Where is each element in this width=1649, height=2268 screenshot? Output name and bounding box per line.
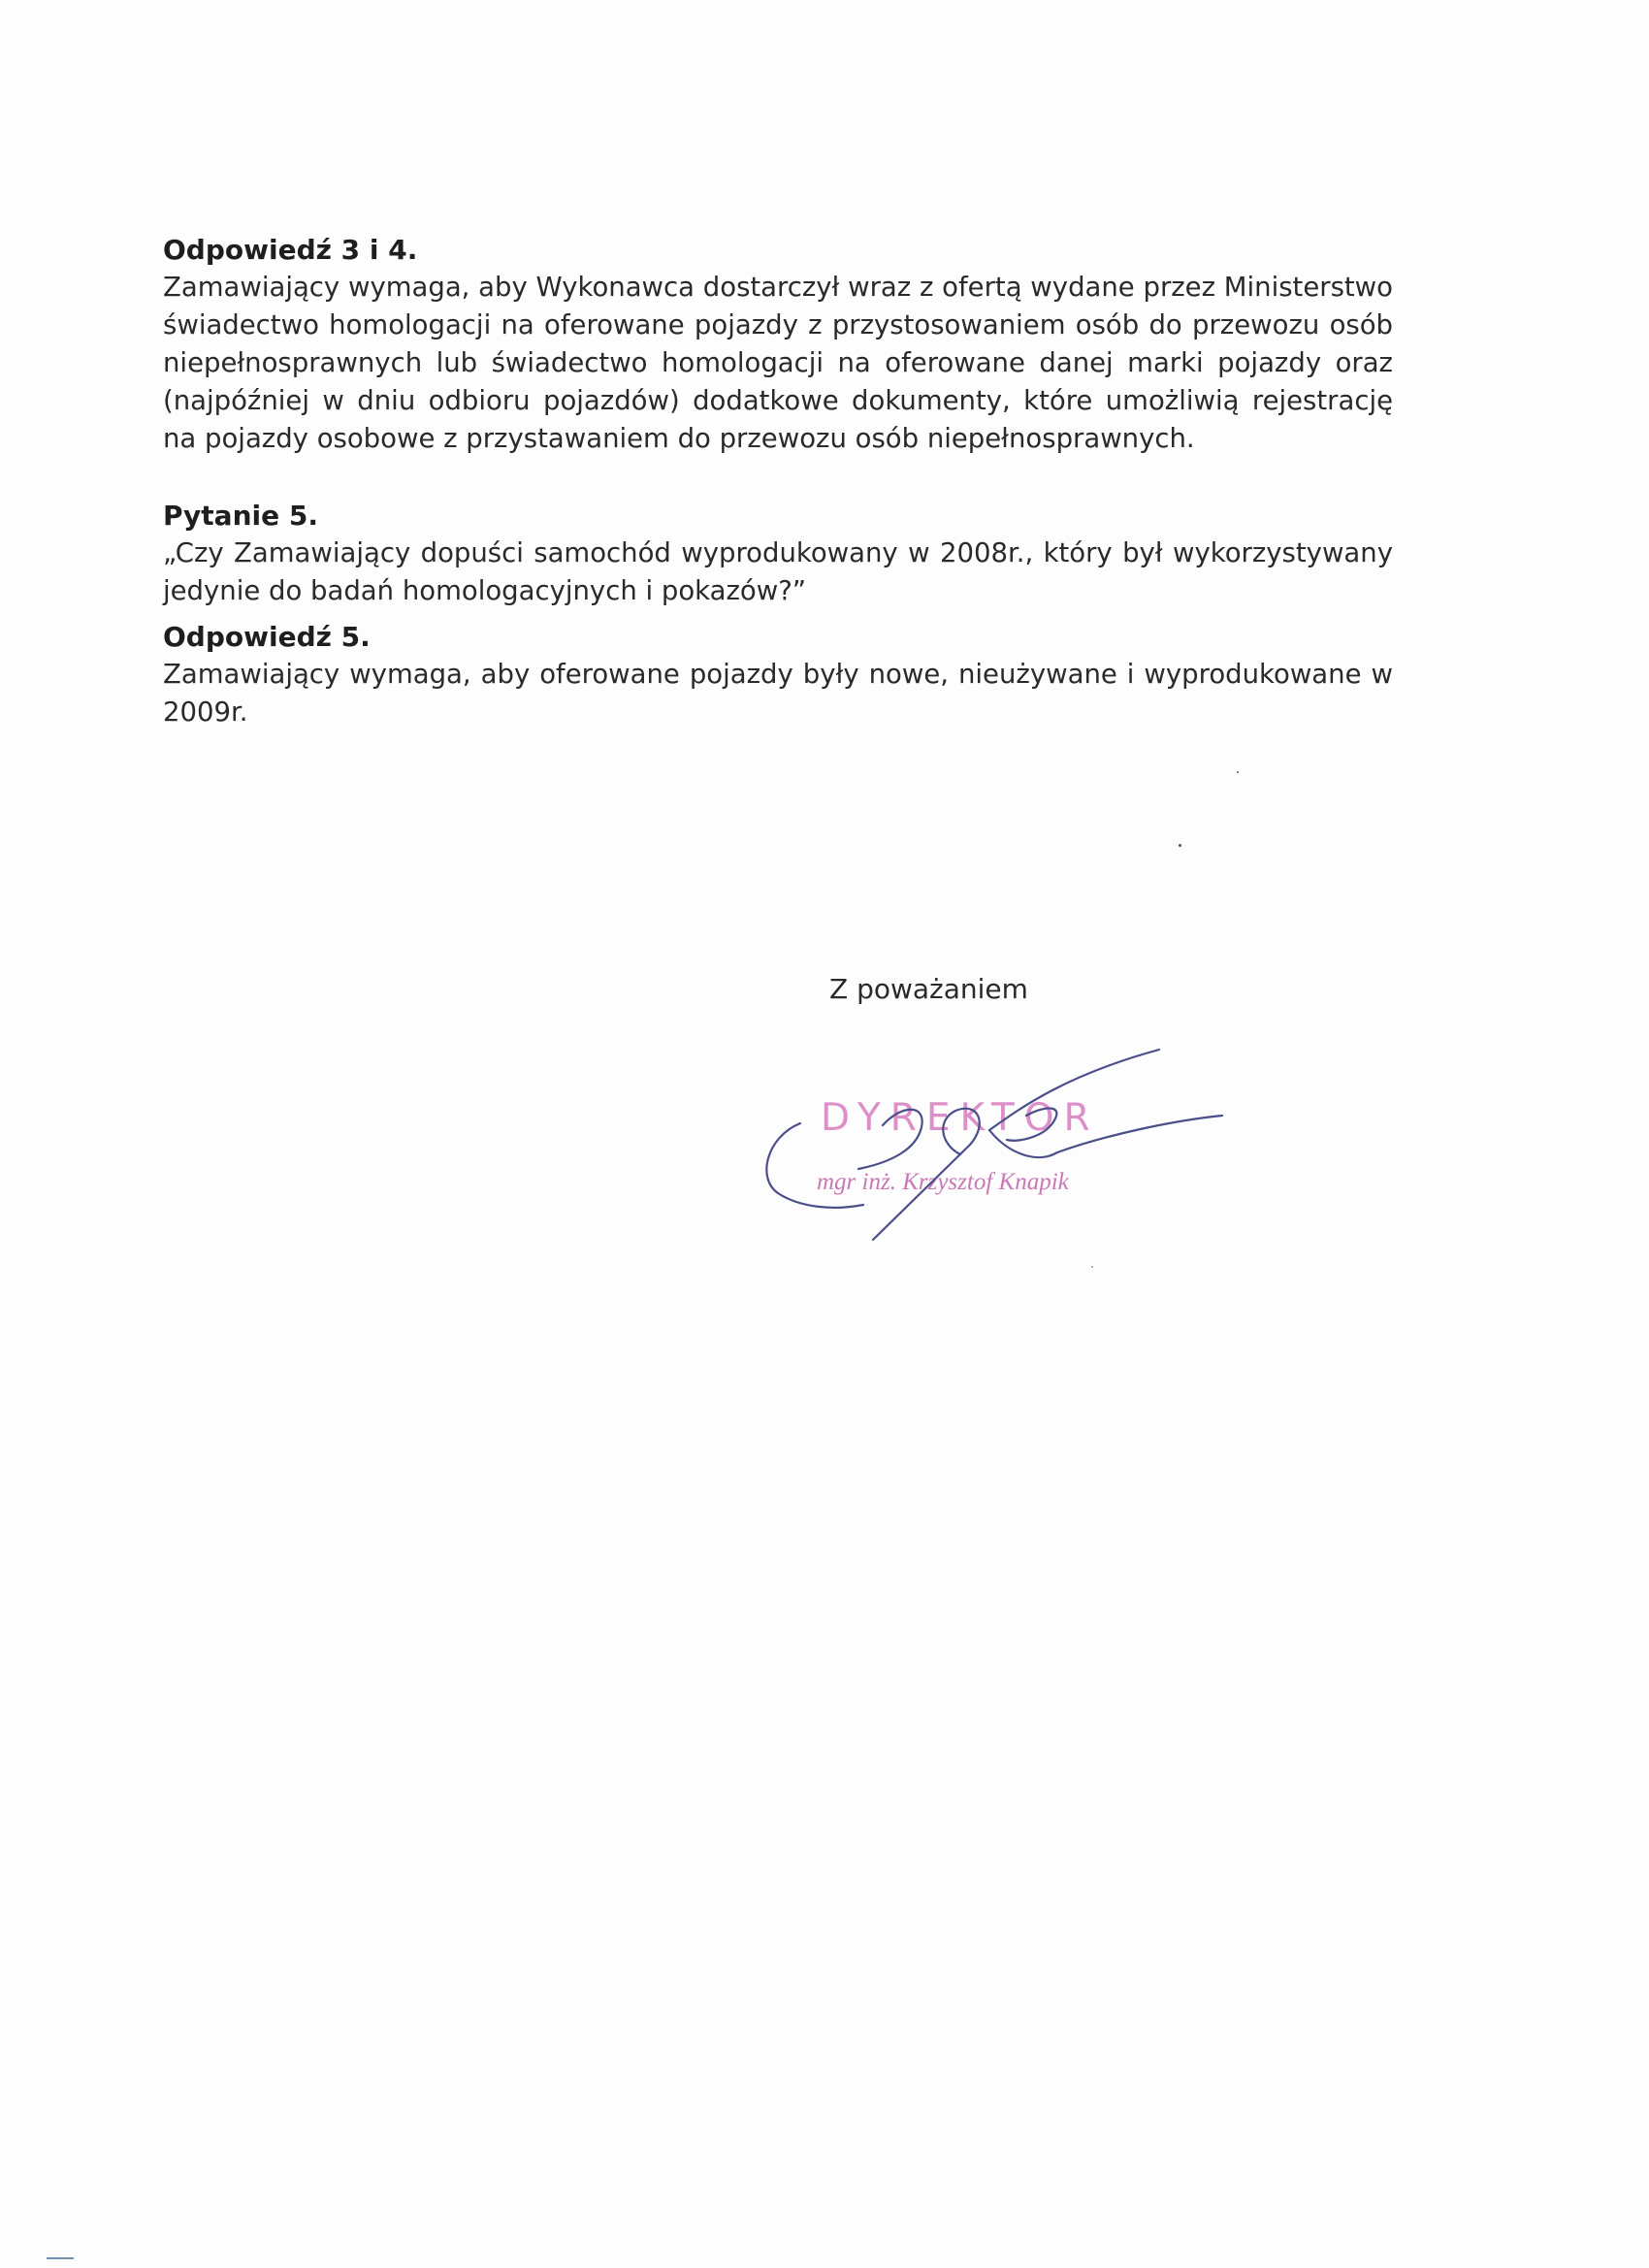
handwritten-signature [757,1048,1261,1261]
stamp-name: mgr inż. Krzysztof Knapik [817,1169,1069,1195]
question-5-section [163,497,1393,610]
question-5-text: „Czy Zamawiający dopuści samochód wyprodukowany w 2008r., który był wykorzystywany jedynie do badań homologacyjnych i pokazów?” [163,537,1393,606]
answer-3-4-heading: Odpowiedź 3 i 4. [163,234,418,266]
answer-3-4-text: Zamawiający wymaga, aby Wykonawca dostarczył wraz z ofertą wydane przez Ministerstwo świadectwo homologacji na oferowane pojazdy z przystosowaniem osób do przewozu osób niepełnosprawnych lub świadectwo homologacji na oferowane danej marki pojazdy oraz (najpóźniej w dniu odbioru pojazdów) dodatkowe dokumenty, które umożliwią rejestrację na pojazdy osobowe z przystawaniem do przewozu osób niepełnosprawnych. [163,272,1393,454]
question-5-heading: Pytanie 5. [163,500,318,532]
scan-speck [1237,771,1239,773]
scan-speck [1091,1266,1093,1268]
answer-5-section [163,618,1393,731]
closing-salutation: Z poważaniem [829,973,1028,1005]
scan-margin-mark [47,2257,74,2259]
answer-3-4-section [163,231,1393,458]
answer-5-heading: Odpowiedź 5. [163,621,371,653]
stamp-title: DYREKTOR [821,1096,1100,1140]
answer-5-text: Zamawiający wymaga, aby oferowane pojazdy były nowe, nieużywane i wyprodukowane w 2009r. [163,659,1393,728]
scan-speck [1179,844,1181,847]
